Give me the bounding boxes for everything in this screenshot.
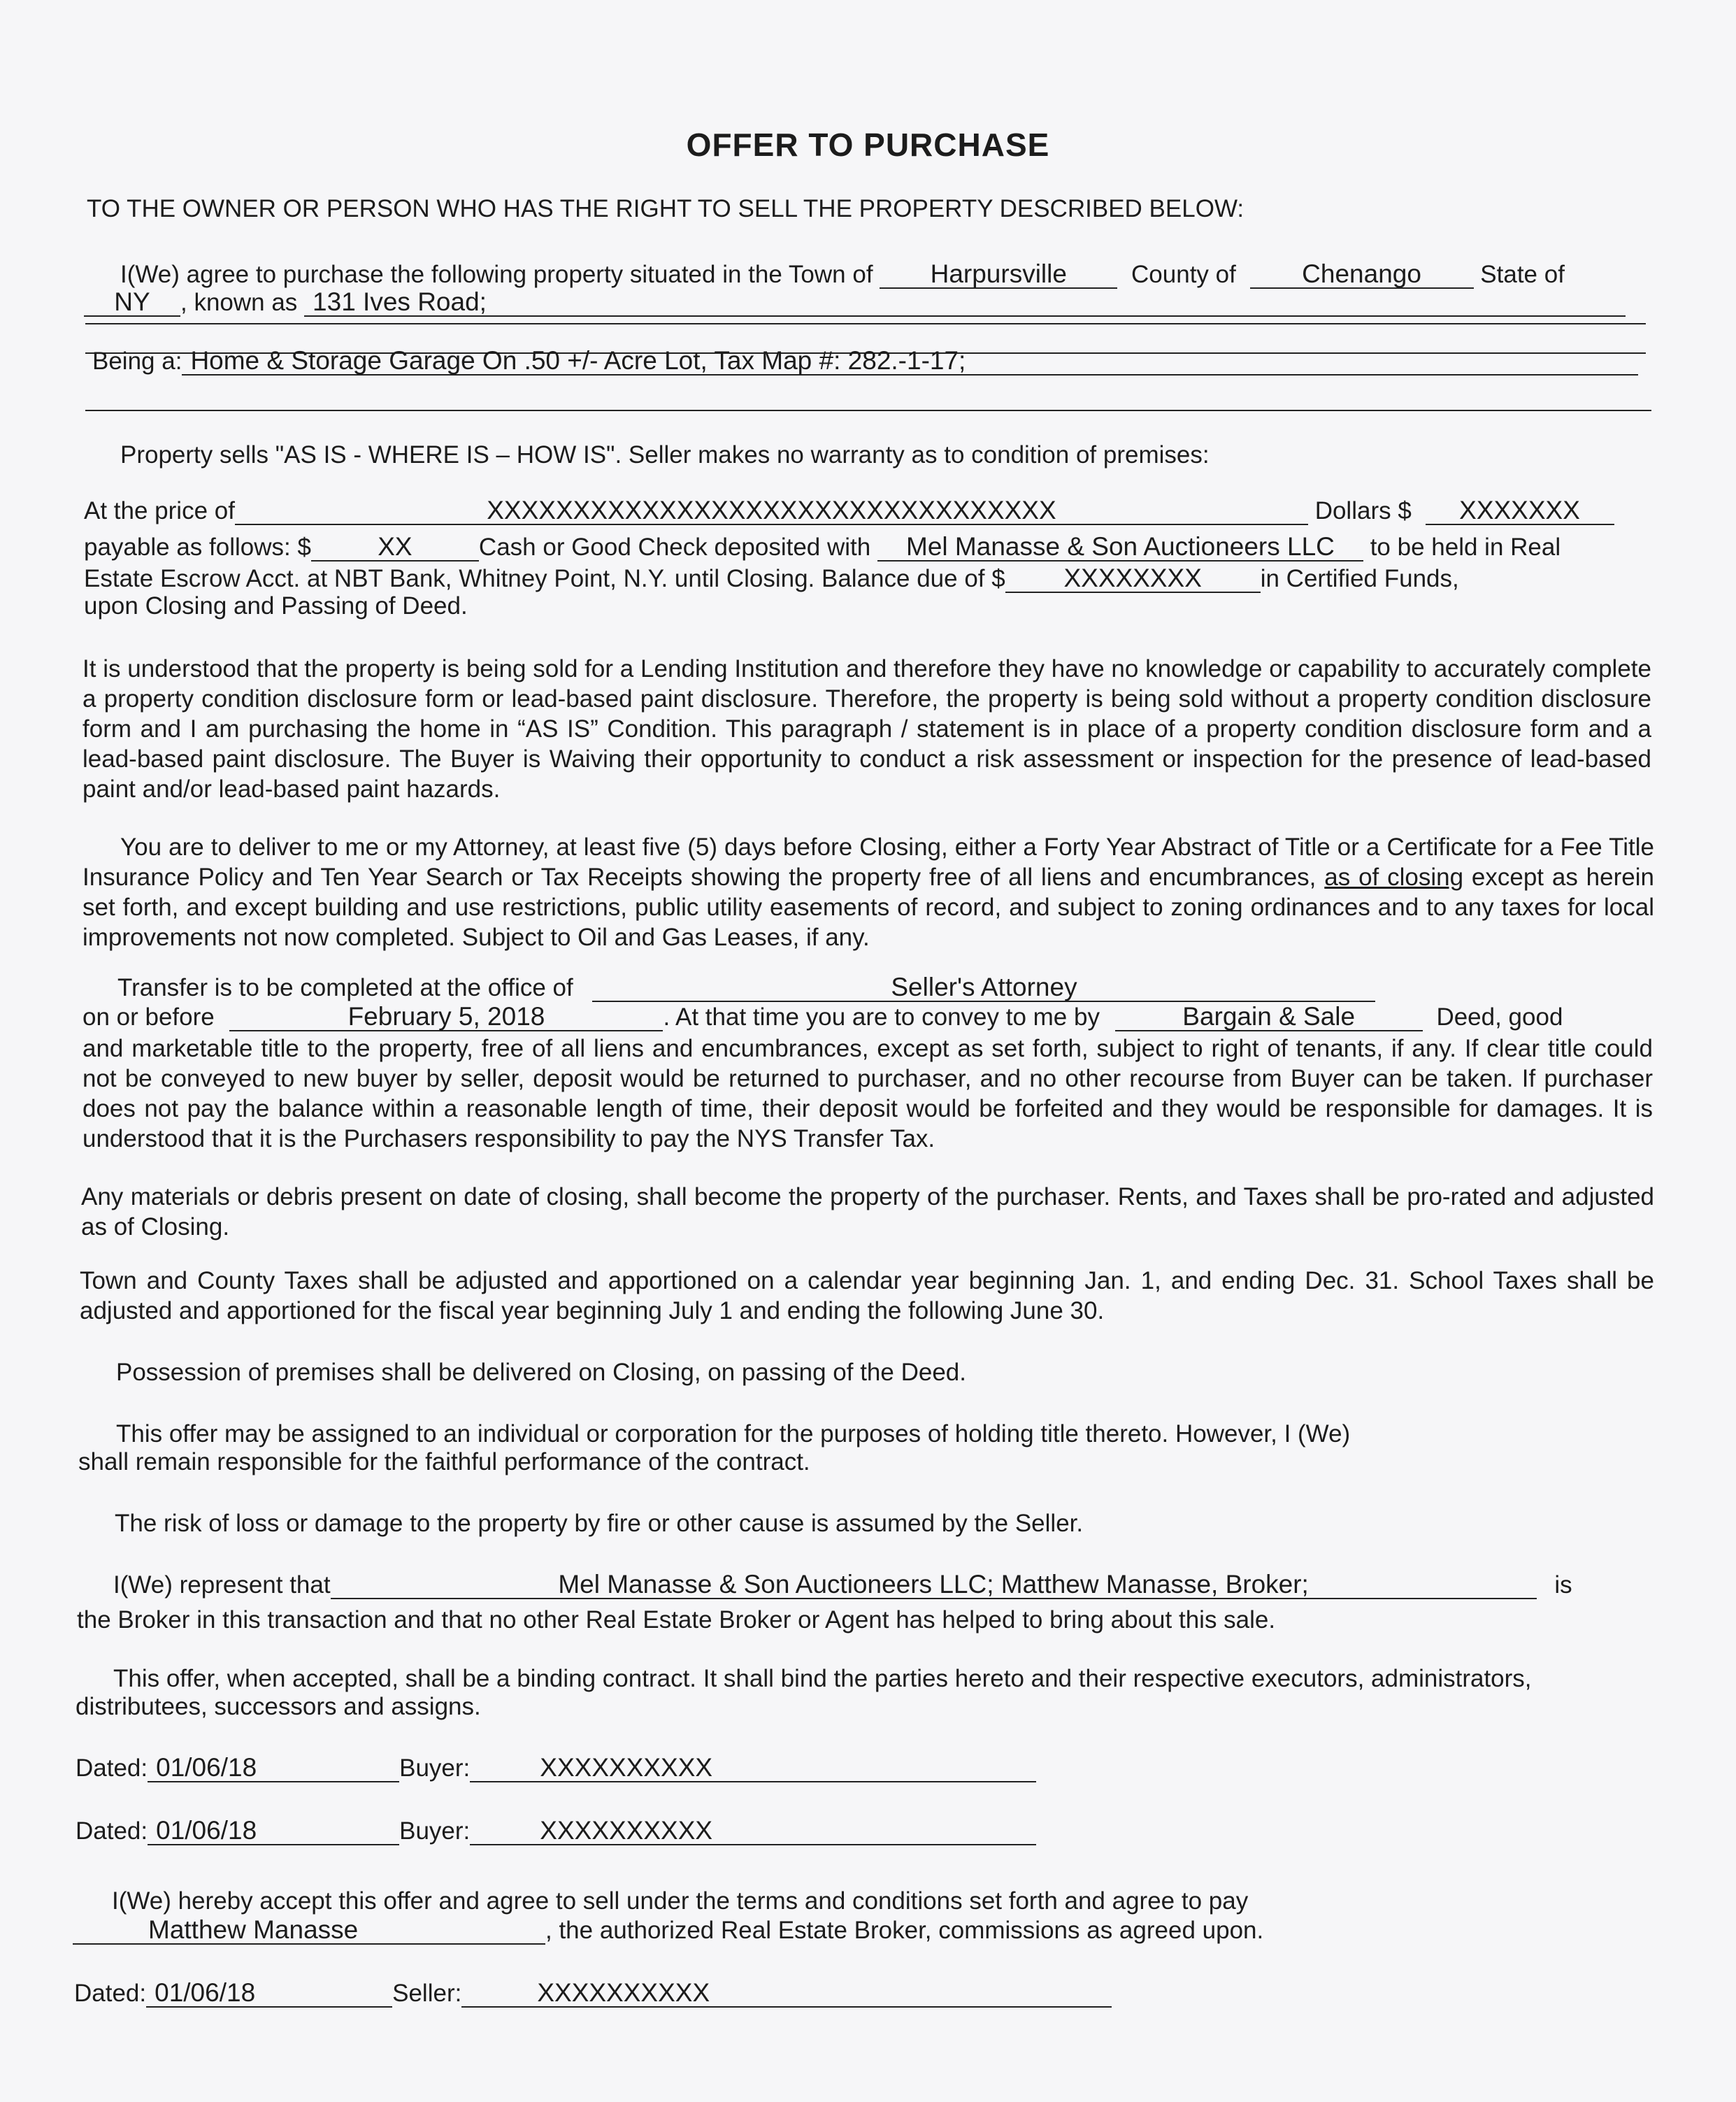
- as-of-closing-text: as of closing: [1324, 864, 1464, 891]
- deed-label: Deed, good: [1436, 1003, 1563, 1031]
- deposit-text: Cash or Good Check deposited with: [478, 534, 871, 561]
- held-text: to be held in Real: [1370, 534, 1561, 561]
- assign-text-2: shall remain responsible for the faithful performance of the contract.: [78, 1448, 810, 1475]
- payable-line: [84, 533, 1561, 562]
- title-paragraph: [83, 832, 1654, 952]
- before-date-line: [83, 1003, 1563, 1032]
- price-label: At the price of: [84, 497, 235, 524]
- buyer2-signature-field: XXXXXXXXXX: [470, 1817, 1036, 1845]
- county-label: County of: [1131, 261, 1236, 288]
- price-words-field: XXXXXXXXXXXXXXXXXXXXXXXXXXXXXXXXX: [235, 497, 1308, 525]
- taxes-paragraph: [80, 1266, 1654, 1326]
- materials-text: Any materials or debris present on date of closing, shall become the property of the purchaser. Rents, and Taxes shall be pro-rated and adjusted as of Closing.: [81, 1183, 1654, 1241]
- acceptance-text-1: I(We) hereby accept this offer and agree to sell under the terms and conditions set forth and agree to pay: [112, 1887, 1249, 1915]
- possession-text: Possession of premises shall be delivered on Closing, on passing of the Deed.: [116, 1359, 966, 1386]
- closing-date-field: February 5, 2018: [229, 1003, 663, 1031]
- title-text-a: You are to deliver to me or my Attorney, at least five (5) days before Closing, either a Forty Year Abstract of Title or a Certificate for a Fee Title Insurance Policy and Ten Year Search or Tax Receipts showing the property free of all liens and encumbrances,: [83, 834, 1654, 891]
- escrow-text: Estate Escrow Acct. at NBT Bank, Whitney Point, N.Y. until Closing. Balance due of $: [84, 565, 1005, 592]
- broker-line: [113, 1571, 1572, 1600]
- broker-label: I(We) represent that: [113, 1571, 331, 1599]
- dollars-label: Dollars $: [1314, 497, 1412, 524]
- buyer1-date-field: 01/06/18: [148, 1754, 399, 1782]
- property-location-line: [120, 260, 1565, 289]
- being-label: Being a:: [92, 348, 182, 375]
- addressee-line: TO THE OWNER OR PERSON WHO HAS THE RIGHT TO SELL THE PROPERTY DESCRIBED BELOW:: [87, 195, 1244, 222]
- lending-text: It is understood that the property is being sold for a Lending Institution and therefore they have no knowledge or capability to accurately complete a property condition disclosure form or lead-based paint disclosure. Therefore, the property is being sold without a property condition disclosure form and I am purchasing the home in “AS IS” Condition. This paragraph / statement is in place of a property condition disclosure form and a lead-based paint disclosure. The Buyer is Waiving their opportunity to conduct a risk assessment or inspection for the presence of lead-based paint and/or lead-based paint hazards.: [83, 655, 1651, 803]
- blank-rule: [85, 323, 1646, 324]
- buyer2-date-field: 01/06/18: [148, 1817, 399, 1845]
- buyer-signature-row-1: [76, 1754, 1036, 1783]
- seller-label: Seller:: [392, 1980, 462, 2007]
- broker-is-text: is: [1554, 1571, 1572, 1599]
- acceptance-line-2: [73, 1916, 1263, 1945]
- buyer-signature-row-2: [76, 1817, 1036, 1846]
- lending-institution-paragraph: [83, 654, 1651, 804]
- title-text-b: except as herein set forth, and except building and use restrictions, public utility easements of record, and subject to zoning ordinances and to any taxes for local improvements not now completed. Subject to Oil and Gas Leases, if any.: [83, 864, 1654, 951]
- address-field: 131 Ives Road;: [304, 289, 1626, 317]
- transfer-text: and marketable title to the property, free of all liens and encumbrances, except as set forth, subject to right of tenants, if any. If clear title could not be conveyed to new buyer by seller, deposit would be returned to purchaser, and no other recourse from Buyer can be taken. If purchaser does not pay the balance within a reasonable length of time, their deposit would be forfeited and they would be responsible for damages. It is understood that it is the Purchasers responsibility to pay the NYS Transfer Tax.: [83, 1035, 1653, 1152]
- town-field: Harpursville: [880, 261, 1117, 289]
- binding-text-2: distributees, successors and assigns.: [76, 1693, 481, 1720]
- transfer-paragraph: [83, 1034, 1653, 1154]
- closing-line: upon Closing and Passing of Deed.: [84, 592, 468, 620]
- convey-label: . At that time you are to convey to me by: [663, 1003, 1100, 1031]
- price-amount-field: XXXXXXX: [1426, 497, 1614, 525]
- binding-text-1: This offer, when accepted, shall be a binding contract. It shall bind the parties hereto and their respective executors, administrators,: [113, 1665, 1532, 1692]
- known-as-line: [84, 288, 1626, 317]
- property-description-field: Home & Storage Garage On .50 +/- Acre Lot, Tax Map #: 282.-1-17;: [182, 348, 1638, 376]
- deposit-field: XX: [311, 534, 479, 562]
- county-field: Chenango: [1250, 261, 1474, 289]
- being-line: [92, 347, 1638, 376]
- dated-label: Dated:: [76, 1754, 148, 1782]
- broker-name-field: Matthew Manasse: [73, 1917, 545, 1945]
- escrow-line: [84, 564, 1459, 594]
- buyer-label: Buyer:: [399, 1817, 471, 1845]
- dated-label: Dated:: [74, 1980, 147, 2007]
- assign-text-1: This offer may be assigned to an individual or corporation for the purposes of holding title thereto. However, I (We): [116, 1420, 1351, 1447]
- document-title: OFFER TO PURCHASE: [686, 127, 1050, 163]
- price-line: [84, 496, 1614, 526]
- transfer-office-line: [117, 973, 1375, 1003]
- deed-type-field: Bargain & Sale: [1115, 1003, 1423, 1031]
- taxes-text: Town and County Taxes shall be adjusted and apportioned on a calendar year beginning Jan. 1, and ending Dec. 31. School Taxes shall be adjusted and apportioned for the fiscal year beginning July 1 and ending the following June 30.: [80, 1267, 1654, 1324]
- seller-signature-row: [74, 1979, 1112, 2008]
- before-label: on or before: [83, 1003, 215, 1031]
- buyer-label: Buyer:: [399, 1754, 471, 1782]
- buyer1-signature-field: XXXXXXXXXX: [470, 1754, 1036, 1782]
- known-as-label: , known as: [180, 289, 298, 316]
- as-is-statement: Property sells "AS IS - WHERE IS – HOW IS". Seller makes no warranty as to condition of premises:: [120, 441, 1210, 469]
- dated-label: Dated:: [76, 1817, 148, 1845]
- broker-field: Mel Manasse & Son Auctioneers LLC; Matthew Manasse, Broker;: [331, 1571, 1537, 1599]
- state-label: State of: [1480, 261, 1565, 288]
- acceptance-text-2: , the authorized Real Estate Broker, commissions as agreed upon.: [545, 1917, 1264, 1944]
- certified-text: in Certified Funds,: [1260, 565, 1459, 592]
- materials-paragraph: [81, 1182, 1654, 1242]
- risk-text: The risk of loss or damage to the property by fire or other cause is assumed by the Seller.: [115, 1510, 1084, 1537]
- seller-date-field: 01/06/18: [146, 1980, 392, 2008]
- transfer-label: Transfer is to be completed at the office of: [117, 974, 573, 1001]
- blank-rule: [85, 410, 1651, 411]
- transfer-office-field: Seller's Attorney: [592, 974, 1375, 1002]
- state-field: NY: [84, 289, 180, 317]
- deposit-holder-field: Mel Manasse & Son Auctioneers LLC: [877, 534, 1363, 562]
- broker-rest-text: the Broker in this transaction and that no other Real Estate Broker or Agent has helped to bring about this sale.: [77, 1606, 1276, 1633]
- property-intro-text: I(We) agree to purchase the following property situated in the Town of: [120, 261, 873, 288]
- payable-label: payable as follows: $: [84, 534, 311, 561]
- seller-signature-field: XXXXXXXXXX: [461, 1980, 1112, 2008]
- balance-field: XXXXXXXX: [1005, 565, 1261, 593]
